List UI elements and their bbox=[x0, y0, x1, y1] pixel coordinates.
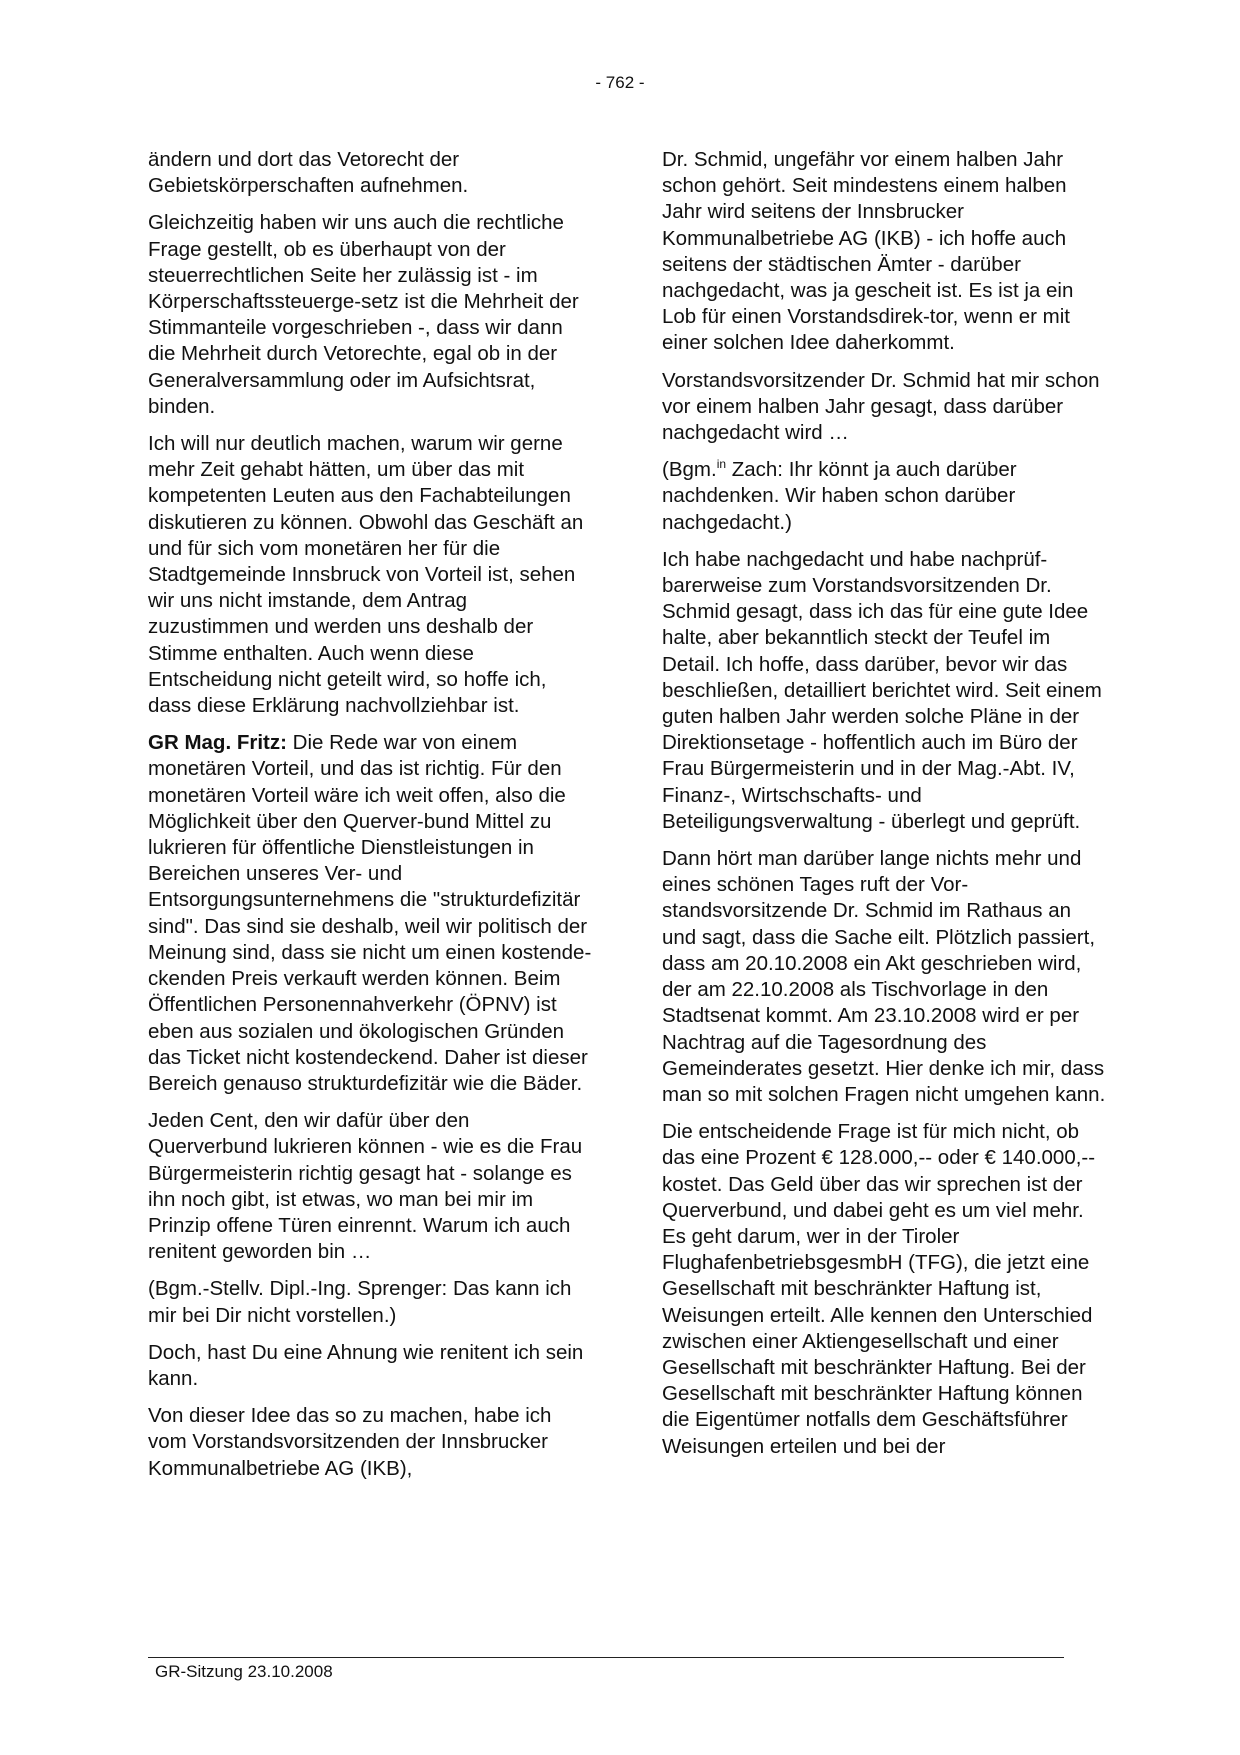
paragraph: Ich will nur deutlich machen, warum wir gerne mehr Zeit gehabt hätten, um über das mit kompetenten Leuten aus den Fachabteilungen diskutieren zu können. Obwohl das Geschäft an und für sich vom monetären her für die Stadtgemeinde Innsbruck von Vorteil ist, sehen wir uns nicht imstande, dem Antrag zuzustimmen und werden uns deshalb der Stimme enthalten. Auch wenn diese Entscheidung nicht geteilt wird, so hoffe ich, dass diese Erklärung nachvollziehbar ist. bbox=[148, 432, 584, 718]
paragraph: Gleichzeitig haben wir uns auch die rechtliche Frage gestellt, ob es überhaupt von der steuerrechtlichen Seite her zulässig ist - im Körperschaftssteuerge-setz ist die Mehrheit der Stimmanteile vorgeschrieben -, dass wir dann die Mehrheit durch Vetorechte, egal ob in der Generalversammlung oder im Aufsichtsrat, binden. bbox=[148, 211, 579, 418]
paragraph: Dann hört man darüber lange nichts mehr und eines schönen Tages ruft der Vor-standsvorsitzende Dr. Schmid im Rathaus an und sagt, dass die Sache eilt. Plötzlich passiert, dass am 20.10.2008 ein Akt geschrieben wird, der am 22.10.2008 als Tischvorlage in den Stadtsenat kommt. Am 23.10.2008 wird er per Nachtrag auf die Tagesordnung des Gemeinderates gesetzt. Hier denke ich mir, dass man so mit solchen Fragen nicht umgehen kann. bbox=[662, 847, 1106, 1106]
paragraph: Ich habe nachgedacht und habe nachprüf-barerweise zum Vorstandsvorsitzenden Dr. Schmid gesagt, dass ich das für eine gute Idee halte, aber bekanntlich steckt der Teufel im Detail. Ich hoffe, dass darüber, bevor wir das beschließen, detailliert berichtet wird. Seit einem guten halben Jahr werden solche Pläne in der Direktionsetage - hoffentlich auch im Büro der Frau Bürgermeisterin und in der Mag.-Abt. IV, Finanz-, Wirtschschafts- und Beteiligungsverwaltung - überlegt und geprüft. bbox=[662, 547, 1102, 833]
footer-session-date: GR-Sitzung 23.10.2008 bbox=[155, 1662, 333, 1681]
paragraph: Die entscheidende Frage ist für mich nicht, ob das eine Prozent € 128.000,-- oder € 140.000,-- kostet. Das Geld über das wir sprechen ist der Querverbund, und dabei geht es um viel mehr. Es geht darum, wer in der Tiroler FlughafenbetriebsgesmbH (TFG), die jetzt eine Gesellschaft mit beschränkter Haftung ist, Weisungen erteilt. Alle kennen den Unterschied zwischen einer Aktiengesellschaft und einer Gesellschaft mit beschränkter Haftung. Bei der Gesellschaft mit beschränkter Haftung können die Eigentümer notfalls dem Geschäftsführer Weisungen erteilen und bei der bbox=[662, 1120, 1096, 1458]
paragraph-interjection: (Bgm.$^{in}$ Zach: Ihr könnt ja auch darüber nachdenken. Wir haben schon darüber nachgedacht.) bbox=[662, 457, 1017, 534]
paragraph-interjection: (Bgm.-Stellv. Dipl.-Ing. Sprenger: Das kann ich mir bei Dir nicht vorstellen.) bbox=[148, 1277, 572, 1327]
page-number: - 762 - bbox=[595, 73, 645, 92]
paragraph: Vorstandsvorsitzender Dr. Schmid hat mir schon vor einem halben Jahr gesagt, dass darüber nachgedacht wird … bbox=[662, 368, 1100, 445]
paragraph: Jeden Cent, den wir dafür über den Querverbund lukrieren können - wie es die Frau Bürgermeisterin richtig gesagt hat - solange es ihn noch gibt, ist etwas, wo man bei mir im Prinzip offene Türen einrennt. Warum ich auch renitent geworden bin … bbox=[148, 1109, 583, 1264]
right-column bbox=[662, 147, 1107, 1471]
paragraph: ändern und dort das Vetorecht der Gebietskörperschaften aufnehmen. bbox=[148, 148, 469, 198]
left-column bbox=[148, 147, 593, 1493]
paragraph: Doch, hast Du eine Ahnung wie renitent ich sein kann. bbox=[148, 1340, 584, 1390]
paragraph: Dr. Schmid, ungefähr vor einem halben Jahr schon gehört. Seit mindestens einem halben Jahr wird seitens der Innsbrucker Kommunalbetriebe AG (IKB) - ich hoffe auch seitens der städtischen Ämter - darüber nachgedacht, was ja gescheit ist. Es ist ja ein Lob für einen Vorstandsdirek-tor, wenn er mit einer solchen Idee daherkommt. bbox=[662, 148, 1074, 355]
speaker-name: GR Mag. Fritz: bbox=[148, 731, 287, 755]
footer-divider bbox=[148, 1657, 1064, 1658]
paragraph-speech: GR Mag. Fritz: Die Rede war von einem monetären Vorteil, und das ist richtig. Für den monetären Vorteil wäre ich weit offen, also die Möglichkeit über den Querver-bund Mittel zu lukrieren für öffentliche Dienstleistungen in Bereichen unseres Ver- und Entsorgungsunternehmens die "strukturdefizitär sind". Das sind sie deshalb, weil wir politisch der Meinung sind, dass sie nicht um einen kostende-ckenden Preis verkauft werden können. Beim Öffentlichen Personennahverkehr (ÖPNV) ist eben aus sozialen und ökologischen Gründen das Ticket nicht kostendeckend. Daher ist dieser Bereich genauso strukturdefizitär wie die Bäder. bbox=[148, 731, 592, 1095]
paragraph: Von dieser Idee das so zu machen, habe ich vom Vorstandsvorsitzenden der Innsbrucker Kommunalbetriebe AG (IKB), bbox=[148, 1404, 552, 1480]
